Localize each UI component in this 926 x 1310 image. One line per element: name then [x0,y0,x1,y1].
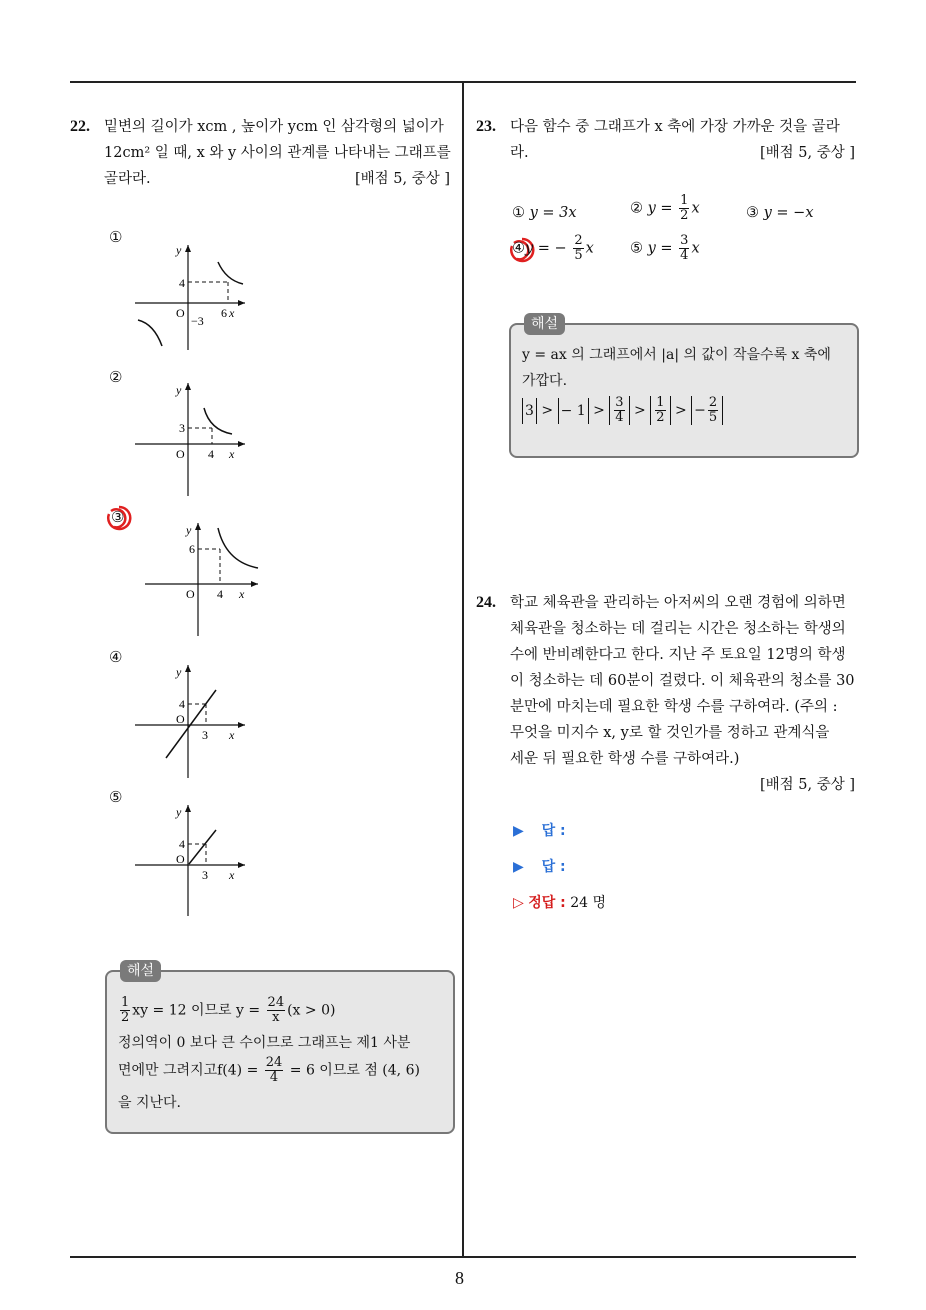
y-tick: 6 [189,542,195,556]
q22-choice-4-label: ④ [109,648,123,666]
answer-row-1 [513,820,566,840]
y-tick: 4 [179,697,185,711]
q23-choice-5: ⑤ y = $\frac{3}{4}$ x [630,233,700,263]
q22-choice-5-label: ⑤ [109,788,123,806]
q22-choice-3-graph [140,518,270,640]
outline-triangle-icon: ▷ [513,895,524,911]
play-triangle-icon: ▶ [513,823,524,839]
q22-choice-3-label: ③ [111,508,125,526]
q22-choice-1-graph [130,240,260,355]
answer-row-2 [513,856,566,876]
q23-solution-line1: y = ax 의 그래프에서 |a| 의 값이 작을수록 x 축에 [522,347,831,363]
x-axis-label: x [239,587,245,601]
y-axis-label: y [176,383,182,397]
question-22-line3: 골라라. [104,171,151,187]
q22-solution-line1: $\frac{1}{2}$ xy = 12 이므로 y = $\frac{24}{x}$ (x > 0) [121,995,336,1025]
question-23-line1: 다음 함수 중 그래프가 x 축에 가장 가까운 것을 골라 [510,119,840,135]
red-check-circle-icon [104,503,134,533]
y-tick: 3 [179,421,185,435]
question-24-line2: 체육관을 청소하는 데 걸리는 시간은 청소하는 학생의 [510,621,846,637]
x-tick: 3 [202,868,208,882]
q23-solution-tag: 해설 [524,313,565,335]
y-axis-label: y [176,243,182,257]
question-23-number: 23. [476,118,496,135]
question-23-score: [배점 5, 중상 ] [759,145,855,161]
q23-choice-2: ② y = $\frac{1}{2}$ x [630,193,700,223]
q22-choice-1-label: ① [109,228,123,246]
y-axis-label: y [176,665,182,679]
question-24-line5: 분만에 마치는데 필요한 학생 수를 구하여라. (주의 : [510,699,838,715]
correct-answer-row [513,892,606,912]
q22-choice-5-graph [130,800,260,920]
x-tick: 3 [202,728,208,742]
correct-answer-label: 정답 : [528,895,566,911]
q23-choice-1: ① y = 3x [512,205,577,221]
x-axis-label: x [229,728,235,742]
question-24-line7: 세운 뒤 필요한 학생 수를 구하여라.) [510,751,740,767]
y-axis-label: y [176,805,182,819]
q22-solution-line2: 정의역이 0 보다 큰 수이므로 그래프는 제1 사분 [118,1035,411,1051]
page-number: 8 [455,1268,464,1288]
q23-choice-3: ③ y = −x [746,205,814,221]
answer-label: 답 : [541,823,566,839]
origin-label: O [176,852,185,866]
q23-choice-4: ④y = − $\frac{2}{5}$ x [512,233,594,263]
question-22-line1: 밑변의 길이가 xcm , 높이가 ycm 인 삼각형의 넓이가 [104,119,444,135]
x-tick: 4 [208,447,214,461]
origin-label: O [186,587,195,601]
q22-choice-2-graph [130,378,260,500]
q22-solution-line3: 면에만 그려지고f(4) = $\frac{24}{4}$ = 6 이므로 점 (4, 6) [118,1055,420,1085]
q23-solution-line2: 가깝다. [522,373,568,389]
y-axis-label: y [186,523,192,537]
q22-choice-2-label: ② [109,368,123,386]
origin-label: O [176,306,185,320]
question-23-line2: 라. [510,145,529,161]
q22-solution-line4: 을 지난다. [118,1095,181,1111]
q22-solution-tag: 해설 [120,960,161,982]
question-22-number: 22. [70,118,90,135]
column-divider [462,81,464,1258]
x-axis-label: x [229,868,235,882]
origin-label: O [176,447,185,461]
q22-choice-4-graph [130,660,260,782]
y-tick: 4 [179,837,185,851]
neg-tick: −3 [191,314,204,328]
question-24-score: [배점 5, 중상 ] [759,777,855,793]
y-tick: 4 [179,276,185,290]
x-tick: 4 [217,587,223,601]
bottom-rule [70,1256,856,1258]
x-axis-label: x [229,306,235,320]
q23-solution-line3: 3 > − 1 > $\frac{3}{4}$ > $\frac{1}{2}$ > − $\frac{2}{5}$ [522,396,723,425]
question-24-line6: 무엇을 미지수 x, y로 할 것인가를 정하고 관계식을 [510,725,830,741]
play-triangle-icon: ▶ [513,859,524,875]
question-24-line1: 학교 체육관을 관리하는 아저씨의 오랜 경험에 의하면 [510,595,846,611]
x-tick: 6 [221,306,227,320]
question-24-line3: 수에 반비례한다고 한다. 지난 주 토요일 12명의 학생 [510,647,846,663]
correct-answer-value: 24 명 [570,895,607,911]
x-axis-label: x [229,447,235,461]
question-22-line2: 12cm² 일 때, x 와 y 사이의 관계를 나타내는 그래프를 [104,145,451,161]
answer-label: 답 : [541,859,566,875]
question-24-number: 24. [476,594,496,611]
question-24-line4: 이 청소하는 데 60분이 걸렸다. 이 체육관의 청소를 30 [510,673,855,689]
question-22-score: [배점 5, 중상 ] [354,171,450,187]
origin-label: O [176,712,185,726]
